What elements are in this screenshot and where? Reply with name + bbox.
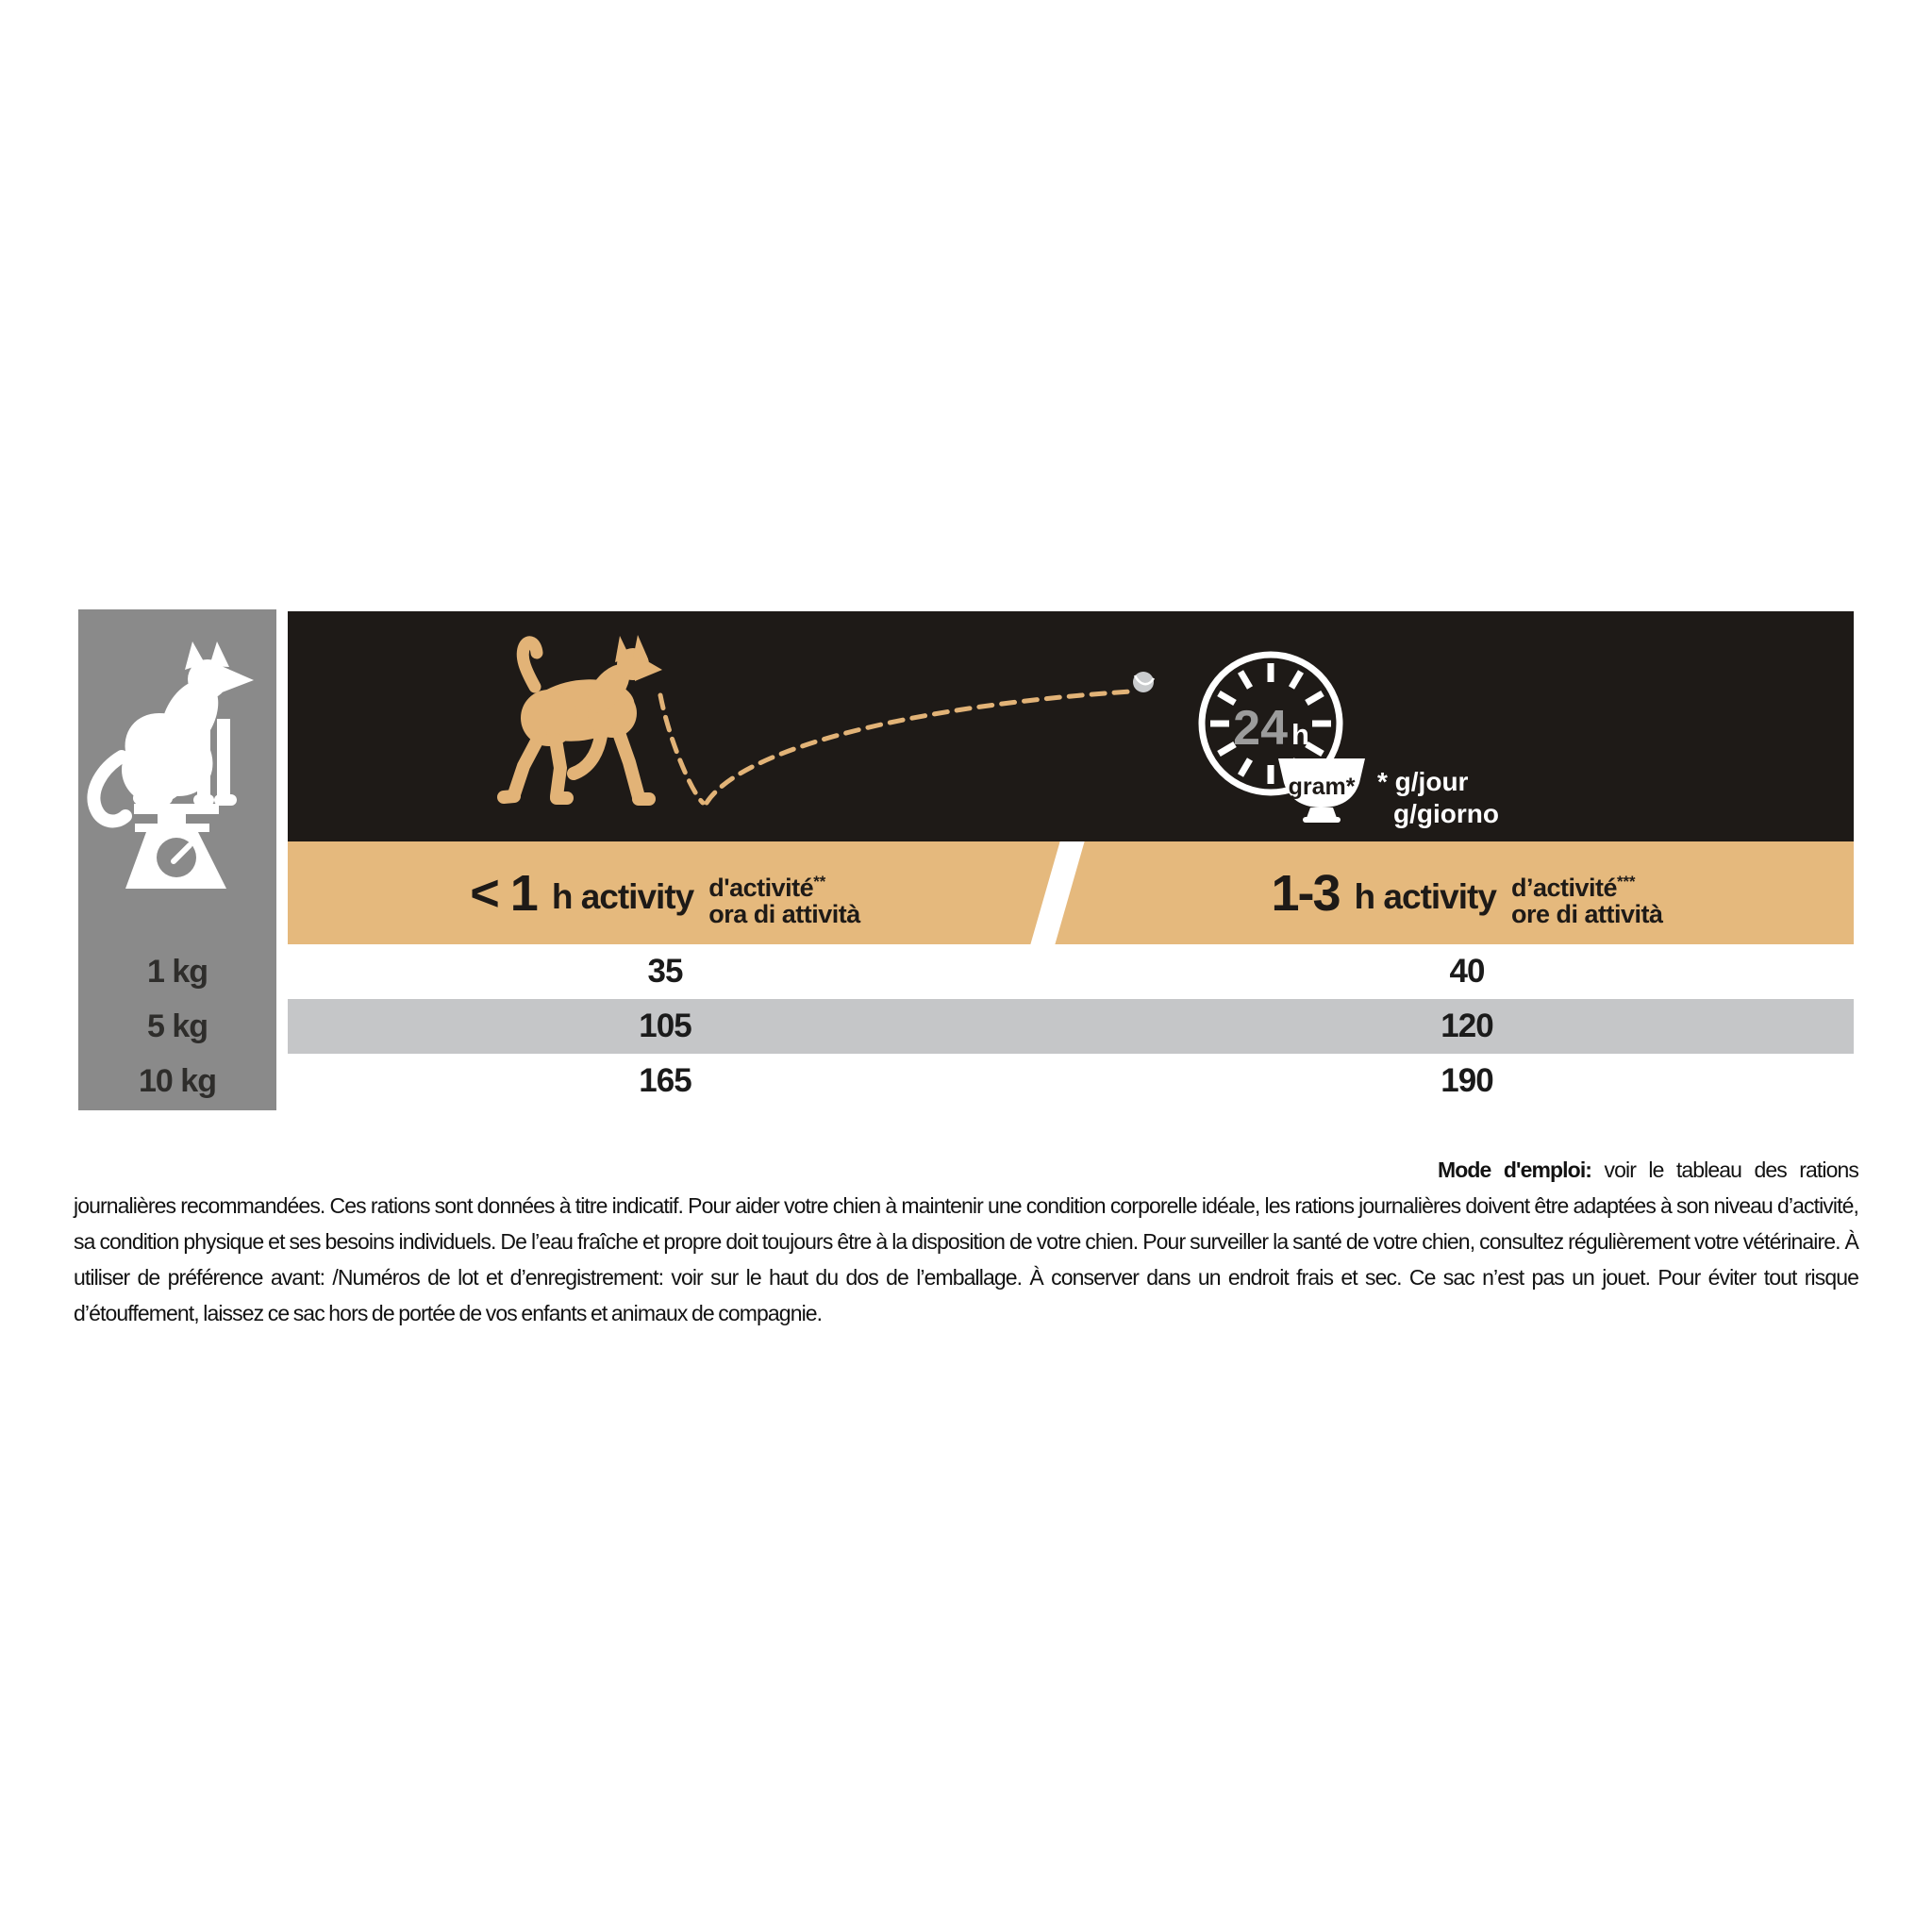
ration-value: 165 (639, 1062, 691, 1099)
usage-instructions (74, 1152, 1858, 1331)
gram-label: gram* (1288, 774, 1356, 800)
column-header-high-activity (1080, 841, 1854, 944)
sitting-dog-icon (108, 641, 254, 813)
usage-instructions-body: voir le tableau des rations journalières recommandées. Ces rations sont données à titre indicatif. Pour aider votre chien à maintenir une condition corporelle idéale, les rations journalières doivent être adaptées à son niveau d’activité, sa condition physique et ses besoins individuels. De l’eau fraîche et propre doit toujours être à la disposition de votre chien. Pour surveiller la santé de votre chien, consultez régulièrement votre vétérinaire. À utiliser de préférence avant: /Numéros de lot et d’enregistrement: voir sur le haut du dos de l’emballage. À conserver dans un endroit frais et sec. Ce sac n’est pas un jouet. Pour éviter tout risque d’étouffement, laissez ce sac hors de portée de vos enfants et animaux de compagnie. (74, 1158, 1859, 1325)
column-header-low-activity (288, 841, 1042, 944)
ration-value: 120 (1441, 1008, 1493, 1044)
activity-range: 1-3 (1271, 864, 1340, 922)
bowl-icon (1278, 758, 1365, 823)
table-row (288, 1054, 1854, 1108)
activity-unit: h activity (551, 876, 694, 916)
ration-value: 190 (1441, 1062, 1493, 1099)
ball-trajectory-dashes (660, 691, 1130, 803)
weight-label: 10 kg (139, 1063, 216, 1099)
clock-24-label: 24 (1233, 701, 1288, 756)
activity-translations: d’activité*** ore di attività (1510, 872, 1663, 928)
activity-translations: d'activité** ora di attività (708, 872, 860, 928)
clock-h-label: h (1291, 718, 1309, 751)
banner-graphics (288, 611, 1854, 841)
activity-banner (288, 611, 1854, 841)
ball-icon (1133, 672, 1154, 692)
weight-label: 1 kg (146, 954, 208, 990)
unit-note-line2: g/giorno (1393, 799, 1499, 828)
table-row (288, 999, 1854, 1054)
footnote-asterisks: *** (1617, 872, 1636, 891)
table-row (288, 944, 1854, 999)
running-dog-tail (523, 642, 537, 687)
unit-note-line1: * g/jour (1377, 767, 1469, 796)
ration-value: 35 (647, 953, 683, 990)
weight-label: 5 kg (146, 1008, 208, 1044)
ration-value: 105 (639, 1008, 691, 1044)
activity-range: < 1 (470, 864, 537, 922)
column-header-band (288, 841, 1854, 944)
footnote-asterisks: ** (813, 872, 826, 891)
activity-unit: h activity (1354, 876, 1496, 916)
ration-value: 40 (1449, 953, 1485, 990)
usage-instructions-lead: Mode d'emploi: (1438, 1158, 1592, 1182)
dog-tail (93, 757, 125, 821)
